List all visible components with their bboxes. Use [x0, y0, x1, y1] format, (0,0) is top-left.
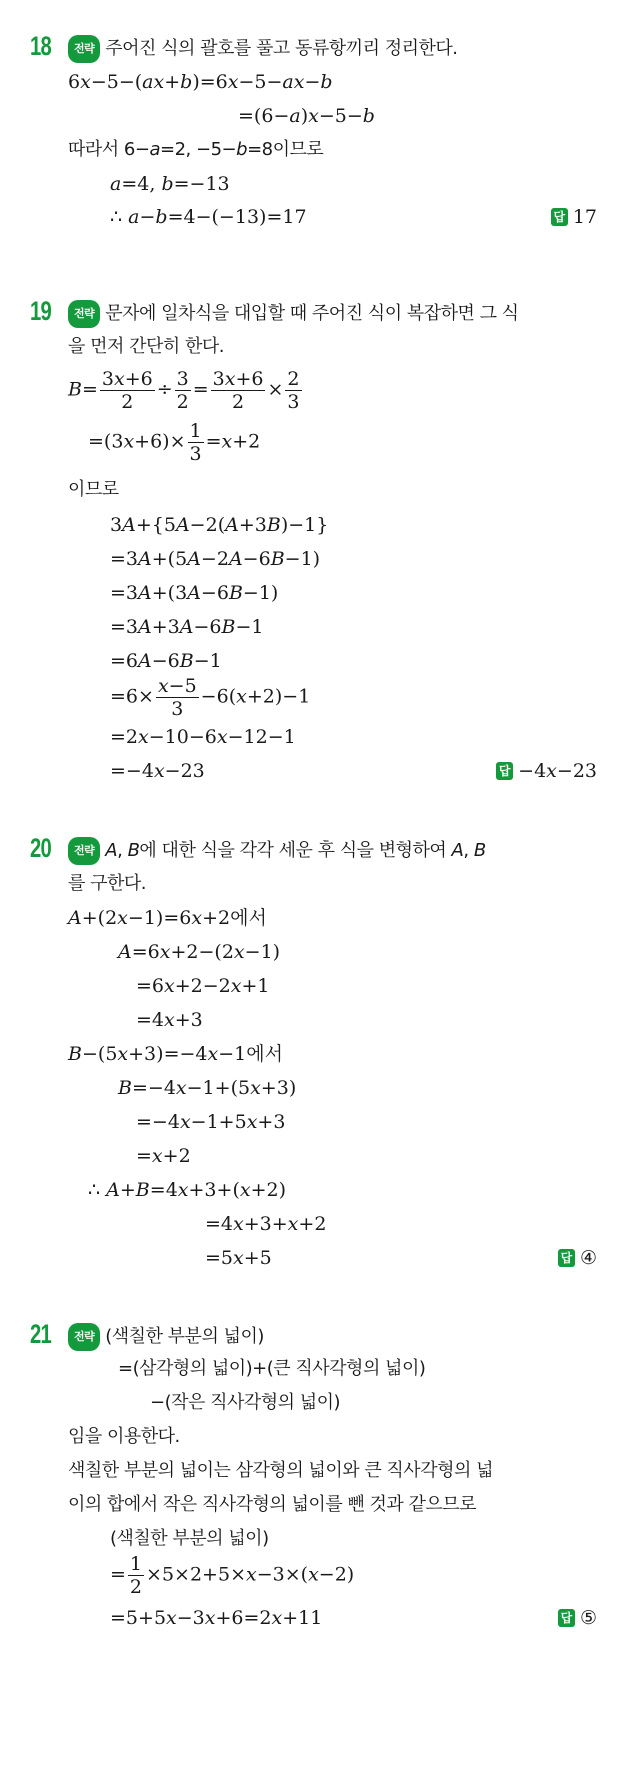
- answer-badge: 답: [496, 762, 513, 780]
- denominator: 3: [171, 698, 184, 720]
- denominator: 2: [232, 391, 245, 413]
- math-line: =3A+(3A−6B−1): [110, 582, 279, 604]
- strategy-line: [68, 300, 519, 328]
- math-text: =x+2: [205, 430, 261, 453]
- strategy-text: 주어진 식의 괄호를 풀고 동류항끼리 정리한다.: [105, 38, 458, 59]
- answer: [551, 205, 597, 229]
- answer-value: ⑤: [579, 1607, 597, 1629]
- math-line: =6A−6B−1: [110, 650, 222, 672]
- fraction: [211, 368, 266, 413]
- strategy-line-2: 을 먼저 간단히 한다.: [68, 336, 224, 357]
- fraction-line: [88, 420, 260, 465]
- numerator: 1: [189, 420, 202, 442]
- strategy-text: (색칠한 부분의 넓이): [105, 1326, 264, 1347]
- answer-badge: 답: [551, 208, 568, 226]
- strategy-text: A, B에 대한 식을 각각 세운 후 식을 변형하여 A, B: [105, 840, 486, 861]
- math-line: 6x−5−(ax+b)=6x−5−ax−b: [68, 71, 333, 93]
- text-line: 임을 이용한다.: [68, 1426, 180, 1447]
- math-line: A=6x+2−(2x−1): [118, 941, 281, 963]
- numerator: 1: [129, 1553, 143, 1575]
- text-line: (색칠한 부분의 넓이): [110, 1528, 269, 1549]
- fraction-line: [110, 675, 310, 720]
- fraction: [188, 420, 204, 465]
- text-line: =(삼각형의 넓이)+(큰 직사각형의 넓이): [118, 1358, 426, 1379]
- math-line: =4x+3+x+2: [205, 1213, 327, 1235]
- text-line: 이므로: [68, 479, 119, 500]
- denominator: 2: [129, 1576, 143, 1598]
- answer-badge: 답: [558, 1609, 575, 1627]
- denominator: 2: [121, 391, 134, 413]
- operator: =: [192, 378, 209, 401]
- answer: [558, 1606, 597, 1630]
- math-line: B=−4x−1+(5x+3): [118, 1077, 297, 1099]
- math-line: =3A+(5A−2A−6B−1): [110, 548, 321, 570]
- strategy-badge: 전략: [68, 300, 100, 328]
- math-text: −6(x+2)−1: [200, 685, 311, 708]
- fraction: [175, 368, 191, 413]
- math-line: =6x+2−2x+1: [136, 975, 270, 997]
- problem-number: 18: [30, 31, 52, 61]
- fraction: [156, 675, 199, 720]
- math-text: =(3x+6)×: [88, 430, 186, 453]
- numerator: 3x+6: [212, 368, 264, 390]
- problem-number: 20: [30, 833, 52, 863]
- fraction-line: [68, 368, 304, 413]
- math-text: =6×: [110, 685, 154, 708]
- strategy-badge: 전략: [68, 35, 100, 63]
- denominator: 2: [176, 391, 189, 413]
- denominator: 3: [189, 443, 202, 465]
- math-line: =3A+3A−6B−1: [110, 616, 264, 638]
- fraction: [128, 1553, 144, 1598]
- math-line: =−4x−23: [110, 760, 205, 782]
- math-line: a=4, b=−13: [110, 173, 230, 195]
- math-line: ∴ A+B=4x+3+(x+2): [88, 1179, 287, 1201]
- strategy-line: [68, 1323, 264, 1351]
- fraction-line: [110, 1553, 354, 1598]
- strategy-badge: 전략: [68, 1323, 100, 1351]
- text-line: 이의 합에서 작은 직사각형의 넓이를 뺀 것과 같으므로: [68, 1494, 477, 1515]
- math-line: 3A+{5A−2(A+3B)−1}: [110, 514, 329, 536]
- math-text: =: [110, 1563, 126, 1586]
- math-line: =x+2: [136, 1145, 191, 1167]
- math-line: =2x−10−6x−12−1: [110, 726, 296, 748]
- math-line: =5x+5: [205, 1247, 272, 1269]
- math-line: =4x+3: [136, 1009, 203, 1031]
- text-line: 따라서 6−a=2, −5−b=8이므로: [68, 139, 324, 160]
- strategy-badge: 전략: [68, 837, 100, 865]
- math-line: =−4x−1+5x+3: [136, 1111, 286, 1133]
- operator: ÷: [156, 378, 173, 401]
- math-line: ∴ a−b=4−(−13)=17: [110, 206, 307, 228]
- numerator: 2: [287, 368, 300, 390]
- text-line: −(작은 직사각형의 넓이): [150, 1392, 341, 1413]
- fraction: [100, 368, 155, 413]
- math-line: A+(2x−1)=6x+2에서: [68, 907, 267, 929]
- strategy-line: [68, 35, 457, 63]
- problem-number: 21: [30, 1319, 52, 1349]
- numerator: x−5: [157, 675, 197, 697]
- answer: [496, 759, 597, 783]
- fraction: [285, 368, 301, 413]
- answer-value: ④: [579, 1247, 597, 1269]
- problem-number: 19: [30, 296, 52, 326]
- strategy-line: [68, 837, 486, 865]
- answer-value: 17: [572, 206, 597, 228]
- math-line: =5+5x−3x+6=2x+11: [110, 1607, 323, 1629]
- operator: ×: [267, 378, 284, 401]
- math-text: ×5×2+5×x−3×(x−2): [146, 1563, 355, 1586]
- math-line: B−(5x+3)=−4x−1에서: [68, 1043, 283, 1065]
- strategy-line-2: 를 구한다.: [68, 873, 146, 894]
- math-line: =(6−a)x−5−b: [238, 105, 375, 127]
- text-line: 색칠한 부분의 넓이는 삼각형의 넓이와 큰 직사각형의 넓: [68, 1460, 493, 1481]
- math-text: B=: [68, 378, 98, 401]
- numerator: 3: [176, 368, 189, 390]
- numerator: 3x+6: [101, 368, 153, 390]
- answer-value: −4x−23: [518, 760, 597, 782]
- answer: [558, 1246, 597, 1270]
- answer-badge: 답: [558, 1249, 575, 1267]
- strategy-text: 문자에 일차식을 대입할 때 주어진 식이 복잡하면 그 식: [105, 303, 519, 324]
- denominator: 3: [287, 391, 300, 413]
